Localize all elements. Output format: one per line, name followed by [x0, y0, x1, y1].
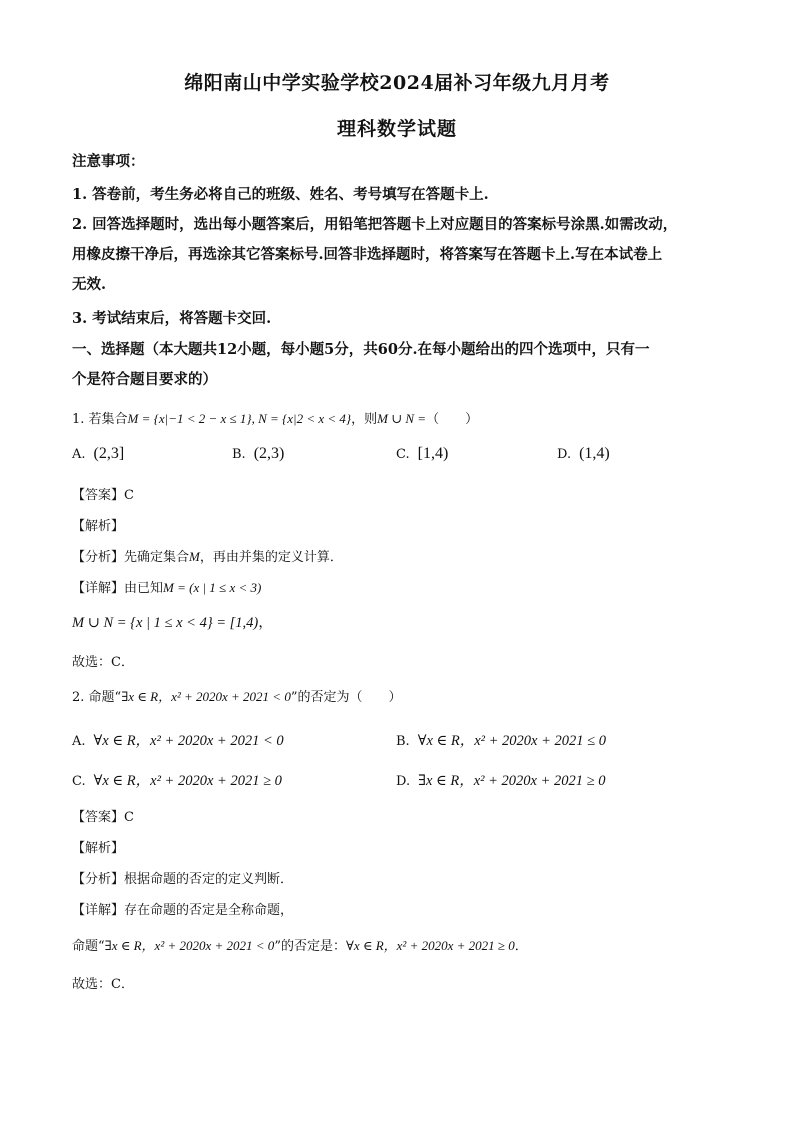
option-value: ∀x ∈ R，x² + 2020x + 2021 ≥ 0	[93, 773, 282, 789]
fenxi-text-2: ，再由并集的定义计算．	[199, 550, 343, 565]
question-1-option-b	[232, 445, 284, 463]
question-1-option-c	[396, 445, 448, 463]
question-2-math: ∃x ∈ R，x² + 2020x + 2021 < 0	[121, 689, 291, 704]
question-1-fenxi	[72, 546, 343, 565]
answer-label: 【答案】	[72, 810, 125, 825]
question-1-answer	[72, 484, 134, 503]
option-label: D.	[557, 447, 572, 462]
question-1-calculation	[72, 611, 273, 632]
conclusion-mid: ”的否定是：	[274, 939, 346, 954]
detail-label: 【详解】	[72, 903, 125, 918]
detail-label: 【详解】	[72, 581, 125, 596]
option-value: (1,4)	[579, 445, 610, 462]
option-value: ∀x ∈ R，x² + 2020x + 2021 ≤ 0	[417, 733, 606, 749]
answer-value: C	[124, 810, 134, 825]
option-value: ∃x ∈ R，x² + 2020x + 2021 ≥ 0	[418, 773, 606, 789]
conclusion-suffix: ．	[514, 939, 528, 954]
question-2-fenxi	[72, 868, 293, 887]
detail-text: 存在命题的否定是全称命题，	[124, 903, 294, 918]
option-value: ∀x ∈ R，x² + 2020x + 2021 < 0	[93, 733, 284, 749]
option-label: D.	[396, 774, 411, 789]
notice-item-2-line-2: 用橡皮擦干净后，再选涂其它答案标号.回答非选择题时，将答案写在答题卡上.写在本试卷上	[72, 246, 663, 263]
question-1-option-a	[72, 445, 124, 463]
fenxi-text: 根据命题的否定的定义判断．	[124, 872, 294, 887]
question-2-stem	[72, 686, 402, 705]
question-1-sets: M = {x|−1 < 2 − x ≤ 1}, N = {x|2 < x < 4}	[127, 411, 352, 426]
option-value: (2,3)	[253, 445, 285, 462]
answer-label: 【答案】	[72, 488, 125, 503]
question-2-option-b	[396, 729, 606, 750]
question-2-option-a	[72, 729, 284, 750]
conclusion-prefix: 命题“	[72, 939, 105, 954]
conclusion-math-1: ∃x ∈ R，x² + 2020x + 2021 < 0	[104, 938, 275, 953]
question-2-option-c	[72, 769, 282, 790]
notice-item-3: 3. 考试结束后，将答题卡交回.	[72, 310, 272, 327]
exam-subtitle: 理科数学试题	[336, 118, 457, 140]
detail-math: M = (x | 1 ≤ x < 3)	[163, 580, 262, 595]
fenxi-label: 【分析】	[72, 872, 125, 887]
section-heading-line-1: 一、选择题（本大题共12小题，每小题5分，共60分.在每小题给出的四个选项中，只有一	[72, 341, 650, 358]
question-1-detail	[72, 577, 261, 596]
question-2-analysis-label: 【解析】	[72, 841, 125, 856]
question-2-detail	[72, 899, 293, 918]
fenxi-text: 先确定集合	[124, 550, 190, 565]
question-2-conclusion	[72, 935, 528, 954]
question-1-prefix: 1. 若集合	[72, 412, 128, 427]
question-1-mid: ，则	[351, 412, 378, 427]
question-2-suffix: ”的否定为（ ）	[290, 690, 402, 705]
question-2-option-d	[396, 769, 605, 790]
option-label: B.	[232, 447, 246, 462]
fenxi-math: M	[189, 549, 200, 564]
conclusion-math-2: ∀x ∈ R，x² + 2020x + 2021 ≥ 0	[345, 938, 515, 953]
question-1-analysis-label: 【解析】	[72, 519, 125, 534]
section-heading-line-2: 个是符合题目要求的）	[72, 371, 217, 388]
option-label: A.	[72, 447, 86, 462]
question-1-suffix: （ ）	[426, 412, 479, 427]
exam-title: 绵阳南山中学实验学校2024届补习年级九月月考	[184, 72, 610, 94]
calc-math: M ∪ N = {x | 1 ≤ x < 4} = [1,4)	[72, 615, 259, 631]
question-2-prefix: 2. 命题“	[72, 690, 122, 705]
question-2-choose: 故选：C．	[72, 977, 134, 992]
fenxi-label: 【分析】	[72, 550, 125, 565]
notice-heading: 注意事项：	[72, 153, 145, 170]
calc-suffix: ，	[258, 615, 273, 631]
option-value: (2,3]	[93, 445, 125, 462]
option-label: A.	[72, 734, 86, 749]
question-1-union: M ∪ N =	[377, 411, 427, 426]
option-value: [1,4)	[417, 445, 449, 462]
option-label: B.	[396, 734, 410, 749]
detail-text: 由已知	[124, 581, 164, 596]
notice-item-2-line-1: 2. 回答选择题时，选出每小题答案后，用铅笔把答题卡上对应题目的答案标号涂黑.如需改动，	[72, 216, 678, 233]
answer-value: C	[124, 488, 134, 503]
option-label: C.	[72, 774, 86, 789]
question-2-answer	[72, 806, 134, 825]
question-1-choose: 故选：C．	[72, 655, 134, 670]
option-label: C.	[396, 447, 410, 462]
notice-item-2-line-3: 无效.	[72, 276, 107, 293]
question-1-option-d	[557, 445, 610, 463]
question-1-stem	[72, 408, 478, 427]
notice-item-1: 1. 答卷前，考生务必将自己的班级、姓名、考号填写在答题卡上.	[72, 186, 489, 203]
